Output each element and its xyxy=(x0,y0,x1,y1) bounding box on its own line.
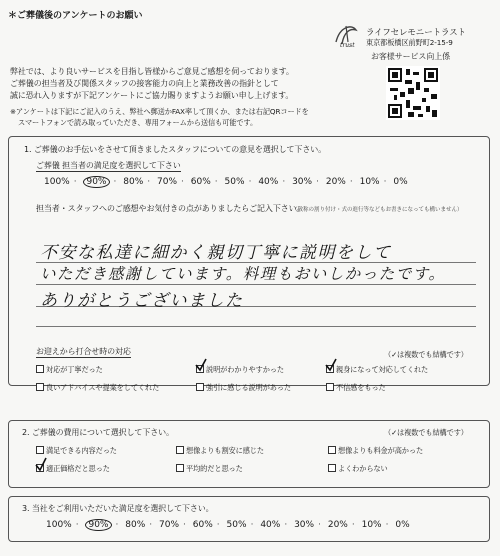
scale-option[interactable]: 0% xyxy=(395,520,410,530)
checkbox[interactable] xyxy=(36,365,44,373)
check-mark-icon xyxy=(194,358,208,372)
handwritten-comment-line-3: ありがとうございました xyxy=(40,291,244,311)
option-item[interactable]: 不信感をもった xyxy=(326,383,386,393)
scale-option[interactable]: 80% xyxy=(123,177,144,187)
option-item[interactable]: 説明がわかりやすかった xyxy=(196,365,284,375)
checkbox[interactable] xyxy=(36,446,44,454)
scale-option[interactable]: 10% xyxy=(359,177,380,187)
option-item[interactable]: 強引に感じる説明があった xyxy=(196,383,291,393)
scale-option[interactable]: 100% xyxy=(44,177,70,187)
page-title: ＊ご葬儀後のアンケートのお願い xyxy=(8,11,143,21)
scale-option[interactable]: 50% xyxy=(224,177,245,187)
scale-option[interactable]: 20% xyxy=(325,177,346,187)
section-2-title: 2. ご葬儀の費用について選択して下さい。 xyxy=(22,428,174,437)
option-item[interactable]: 対応が丁寧だった xyxy=(36,365,103,375)
scale-option-selected[interactable]: 90% xyxy=(85,519,111,531)
check-mark-icon xyxy=(324,358,338,372)
option-item[interactable]: 良いアドバイスや提案をしてくれた xyxy=(36,383,159,393)
checkbox[interactable] xyxy=(176,446,184,454)
reception-title: お迎えから打合せ時の対応 xyxy=(36,347,131,356)
comment-note: （敬称の割り付け・式の進行等などもお書きになっても構いません） xyxy=(292,207,463,213)
section-3-title: 3. 当社をご利用いただいた満足度を選択して下さい。 xyxy=(22,504,214,513)
handwritten-comment-line-2: いただき感謝しています。料理もおいしかったです。 xyxy=(40,265,446,283)
scale-option-selected[interactable]: 90% xyxy=(83,176,109,188)
checkbox[interactable] xyxy=(328,464,336,472)
checkbox[interactable] xyxy=(36,383,44,391)
intro-note-2: スマートフォンで読み取っていただき、専用フォームから送信も可能です。 xyxy=(18,118,258,127)
option-item[interactable]: よくわからない xyxy=(328,464,388,474)
scale-option[interactable]: 30% xyxy=(294,520,315,530)
section-1-subtitle: ご葬儀 担当者の満足度を選択して下さい xyxy=(36,161,181,170)
scale-option[interactable]: 70% xyxy=(159,520,180,530)
option-item[interactable]: 想像よりも料金が高かった xyxy=(328,446,423,456)
intro-line-2: ご葬儀の担当者及び関係スタッフの接客能力の向上と業務改善の指針として xyxy=(10,79,279,88)
multi-select-note: （✓は複数でも結構です） xyxy=(384,428,468,437)
handwritten-comment-line-1: 不安な私達に細かく親切丁寧に説明をして xyxy=(40,243,392,263)
option-item[interactable]: 適正価格だと思った xyxy=(36,464,110,474)
checkbox[interactable] xyxy=(328,446,336,454)
satisfaction-scale-1: 100% · 90% · 80% · 70% · 60% · 50% · 40% · 30% · 20% · 10% · 0% xyxy=(44,177,408,187)
scale-option[interactable]: 100% xyxy=(46,520,72,530)
qr-code xyxy=(386,66,440,120)
scale-option[interactable]: 80% xyxy=(125,520,146,530)
writing-line xyxy=(36,326,476,327)
writing-line xyxy=(36,284,476,285)
company-address: 東京都板橋区前野町2-15-9 xyxy=(366,38,453,47)
checkbox[interactable] xyxy=(176,464,184,472)
scale-option[interactable]: 40% xyxy=(260,520,281,530)
checkbox[interactable] xyxy=(196,383,204,391)
check-mark-icon xyxy=(34,456,48,472)
option-item[interactable]: 親身になって対応してくれた xyxy=(326,365,428,375)
scale-option[interactable]: 30% xyxy=(292,177,313,187)
scale-option[interactable]: 0% xyxy=(393,177,408,187)
satisfaction-scale-3: 100% · 90% · 80% · 70% · 60% · 50% · 40% · 30% · 20% · 10% · 0% xyxy=(46,520,410,530)
scale-option[interactable]: 10% xyxy=(361,520,382,530)
comment-prompt: 担当者・スタッフへのご感想やお気付きの点がありましたらご記入下さい。 xyxy=(36,204,305,213)
checkbox[interactable] xyxy=(326,383,334,391)
scale-option[interactable]: 70% xyxy=(157,177,178,187)
intro-note-1: ※アンケートは下記にご記入のうえ、弊社へ郵送かFAX率して頂くか、または右記QRコードを xyxy=(10,107,309,116)
department-name: お客様サービス向上係 xyxy=(371,52,450,61)
option-item[interactable]: 満足できる内容だった xyxy=(36,446,117,456)
scale-option[interactable]: 60% xyxy=(192,520,213,530)
company-name: ライフセレモニートラスト xyxy=(366,28,466,38)
intro-line-3: 誠に恐れ入りますが下記アンケートにご協力賜りますようお願い申し上げます。 xyxy=(10,91,294,100)
option-item[interactable]: 平均的だと思った xyxy=(176,464,243,474)
scale-option[interactable]: 20% xyxy=(327,520,348,530)
scale-option[interactable]: 50% xyxy=(226,520,247,530)
multi-select-note: （✓は複数でも結構です） xyxy=(384,350,468,359)
intro-line-1: 弊社では、より良いサービスを目指し皆様からご意見ご感想を伺っております。 xyxy=(10,67,294,76)
logo-text: trust xyxy=(340,42,355,49)
section-1-title: 1. ご葬儀のお手伝いをさせて頂きましたスタッフについての意見を選択して下さい。 xyxy=(24,145,327,154)
scale-option[interactable]: 60% xyxy=(190,177,211,187)
scale-option[interactable]: 40% xyxy=(258,177,279,187)
option-item[interactable]: 想像よりも割安に感じた xyxy=(176,446,264,456)
